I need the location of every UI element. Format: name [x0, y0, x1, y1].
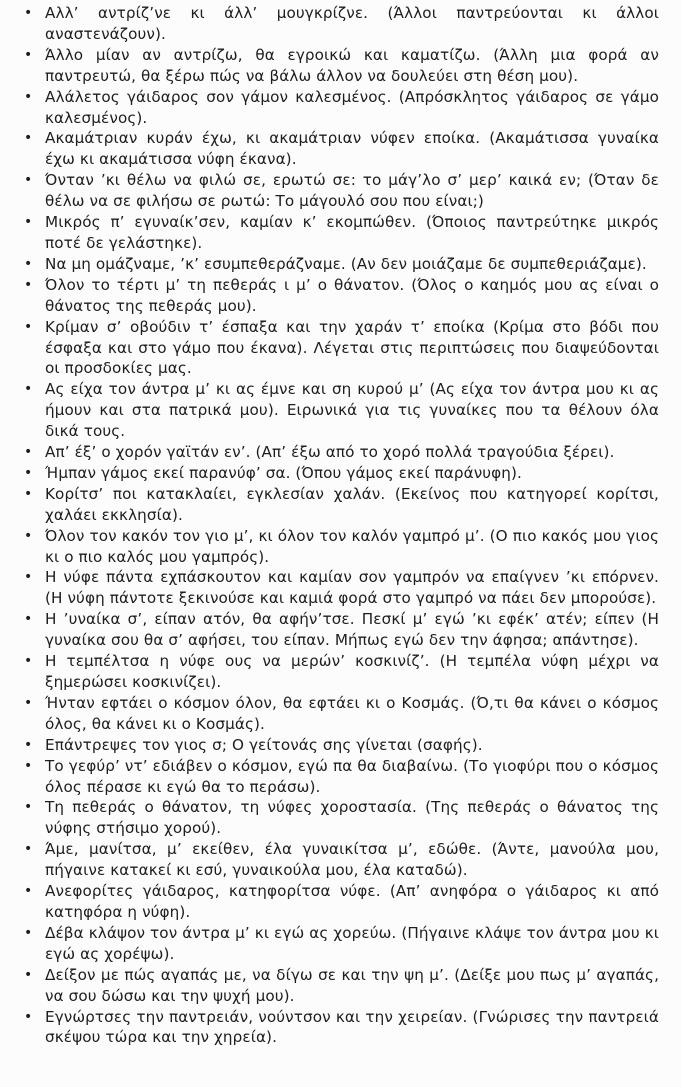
proverb-text: Άμε, μανίτσα, μ’ εκείθεν, έλα γυναικίτσα μ’, εδώθε. (Άντε, μανούλα μου, πήγαινε κατακεί κι εσύ, γυναικούλα μου, έλα καταδώ). [45, 840, 659, 880]
list-item [18, 254, 659, 275]
proverb-text: Όνταν ’κι θέλω να φιλώ σε, ερωτώ σε: το μάγ’λο σ’ μερ’ καικά εν; (Όταν δε θέλω να σε φιλήσω σε ρωτώ: Το μάγουλό σου που είναι;) [45, 171, 659, 211]
proverb-text: Δέβα κλάψον τον άντρα μ’ κι εγώ ας χορεύω. (Πήγαινε κλάψε τον άντρα μου κι εγώ ας χορέψω). [45, 923, 659, 963]
bullet-icon: • [24, 46, 33, 63]
bullet-icon: • [24, 255, 33, 272]
proverb-text: Όλον το τέρτι μ’ τη πεθεράς ι μ’ ο θάνατον. (Όλος ο καημός μου ας είναι ο θάνατος της πεθεράς μου). [45, 275, 659, 315]
bullet-icon: • [24, 736, 33, 753]
proverb-text: Ανεφορίτες γάιδαρος, κατηφορίτσα νύφε. (Απ’ ανηφόρα ο γάιδαρος κι από κατηφόρα η νύφη). [45, 882, 659, 921]
bullet-icon: • [24, 799, 33, 816]
bullet-icon: • [24, 172, 33, 189]
list-item [18, 442, 659, 463]
list-item [18, 881, 659, 923]
proverb-text: Η ’υναίκα σ’, είπαν ατόν, θα αφήν’τσε. Πεσκί μ’ εγώ ’κι εφέκ’ ατέν; είπεν (Η γυναίκα σου θα σ’ αφήσει, του είπαν. Μήπως εγώ δεν την άφησα; απάντησε). [45, 610, 659, 650]
list-item [18, 379, 659, 442]
proverb-text: Αλλ’ αντρίζ’νε κι άλλ’ μουγκρίζνε. (Άλλοι παντρεύονται κι άλλοι αναστενάζουν). [45, 4, 659, 43]
proverb-text: Ακαμάτριαν κυράν έχω, κι ακαμάτριαν νύφεν εποίκα. (Ακαμάτισσα γυναίκα έχω κι ακαμάτισσα νύφη έκανα). [45, 129, 659, 169]
list-item [18, 756, 659, 798]
list-item [18, 463, 659, 484]
proverb-text: Ήνταν εφτάει ο κόσμον όλον, θα εφτάει κι ο Κοσμάς. (Ό,τι θα κάνει ο κόσμος όλος, θα κάνει κι ο Κοσμάς). [45, 693, 659, 733]
bullet-icon: • [24, 444, 33, 461]
list-item [18, 1007, 659, 1049]
proverb-text: Η νύφε πάντα εχπάσκουτον και καμίαν σον γαμπρόν να επαίγνεν ’κι επόρνεν. (Η νύφη πάντοτε ξεκινούσε και καμιά φορά στο γαμπρό να πάει δεν μπορούσε). [45, 568, 659, 608]
bullet-icon: • [24, 611, 33, 628]
bullet-icon: • [24, 653, 33, 670]
bullet-icon: • [24, 381, 33, 398]
list-item [18, 965, 659, 1007]
bullet-icon: • [24, 318, 33, 335]
bullet-icon: • [24, 841, 33, 858]
bullet-icon: • [24, 5, 33, 21]
bullet-icon: • [24, 694, 33, 711]
list-item [18, 484, 659, 526]
proverb-text: Απ’ έξ’ ο χορόν γαϊτάν εν’. (Απ’ έξω από το χορό πολλά τραγούδια ξέρει). [45, 443, 615, 462]
bullet-icon: • [24, 757, 33, 774]
bullet-icon: • [24, 527, 33, 544]
proverb-text: Κρίμαν σ’ οβούδιν τ’ έσπαξα και την χαράν τ’ εποίκα (Κρίμα στο βόδι που έσφαξα και στο γάμο που έκανα). Λέγεται στις περιπτώσεις που διαψεύδονται οι προσδοκίες μας. [45, 317, 659, 378]
proverb-text: Άλλο μίαν αν αντρίζω, θα εγροικώ και καματίζω. (Άλλη μια φορά αν παντρευτώ, θα ξέρω πώς να βάλω άλλον να δουλεύει στη θέση μου). [45, 45, 659, 85]
list-item [18, 797, 659, 839]
list-item [18, 87, 659, 129]
list-item [18, 526, 659, 568]
bullet-icon: • [24, 464, 33, 481]
proverb-text: Κορίτσ’ ποι κατακλαίει, εγκλεσίαν χαλάν. (Εκείνος που κατηγορεί κορίτσι, χαλάει εκκλησία). [45, 484, 659, 524]
proverb-text: Να μη ομάζναμε, ’κ’ εσυμπεθεράζναμε. (Αν δεν μοιάζαμε δε συμπεθεριάζαμε). [45, 254, 647, 273]
list-item [18, 3, 659, 45]
list-item [18, 317, 659, 380]
proverb-text: Επάντρεψες τον γιος σ; Ο γείτονάς σης γίνεται (σαφής). [45, 735, 483, 754]
bullet-icon: • [24, 569, 33, 586]
list-item [18, 923, 659, 965]
list-item [18, 567, 659, 609]
bullet-icon: • [24, 214, 33, 231]
list-item [18, 839, 659, 881]
bullet-icon: • [24, 1008, 33, 1025]
list-item [18, 735, 659, 756]
list-item [18, 651, 659, 693]
proverb-text: Αλάλετος γάιδαρος σον γάμον καλεσμένος. (Απρόσκλητος γάιδαρος σε γάμο καλεσμένος). [45, 87, 659, 127]
proverb-text: Ήμπαν γάμος εκεί παρανύφ’ σα. (Όπου γάμος εκεί παράνυφη). [45, 463, 522, 482]
list-item [18, 609, 659, 651]
bullet-icon: • [24, 966, 33, 983]
list-item [18, 128, 659, 170]
proverb-text: Εγνώρτσες την παντρειάν, νούντσον και την χειρείαν. (Γνώρισες την παντρειά σκέψου τώρα και την χηρεία). [45, 1007, 659, 1047]
list-item [18, 275, 659, 317]
bullet-icon: • [24, 88, 33, 105]
proverb-list [18, 3, 659, 1048]
proverb-text: Τη πεθεράς ο θάνατον, τη νύφες χοροστασία. (Της πεθεράς ο θάνατος της νύφης στήσιμο χορού). [45, 798, 659, 838]
proverb-text: Ας είχα τον άντρα μ’ κι ας έμνε και ση κυρού μ’ (Ας είχα τον άντρα μου κι ας ήμουν και στα πατρικά μου). Ειρωνικά για τις γυναίκες που τα θέλουν όλα δικά τους. [45, 380, 659, 441]
proverb-text: Μικρός π’ εγυναίκ’σεν, καμίαν κ’ εκομπώθεν. (Όποιος παντρεύτηκε μικρός ποτέ δε γελάστηκε). [45, 213, 659, 252]
bullet-icon: • [24, 485, 33, 502]
list-item [18, 170, 659, 212]
list-item [18, 212, 659, 254]
bullet-icon: • [24, 924, 33, 941]
bullet-icon: • [24, 883, 33, 900]
bullet-icon: • [24, 130, 33, 147]
proverb-text: Δείξον με πώς αγαπάς με, να δίγω σε και την ψη μ’. (Δείξε μου πως μ’ αγαπάς, να σου δώσω και την ψυχή μου). [45, 965, 659, 1005]
proverb-text: Όλον τον κακόν τον γιο μ’, κι όλον τον καλόν γαμπρό μ’. (Ο πιο κακός μου γιος κι ο πιο καλός μου γαμπρός). [45, 526, 659, 566]
list-item [18, 693, 659, 735]
proverb-text: Το γεφύρ’ ντ’ εδιάβεν ο κόσμον, εγώ πα θα διαβαίνω. (Το γιοφύρι που ο κόσμος όλος πέρασε κι εγώ θα το περάσω). [45, 756, 659, 796]
proverb-text: Η τεμπέλτσα η νύφε ους να μερών’ κοσκινίζ’. (Η τεμπέλα νύφη μέχρι να ξημερώσει κοσκινίζει). [45, 652, 659, 691]
list-item [18, 45, 659, 87]
bullet-icon: • [24, 276, 33, 293]
